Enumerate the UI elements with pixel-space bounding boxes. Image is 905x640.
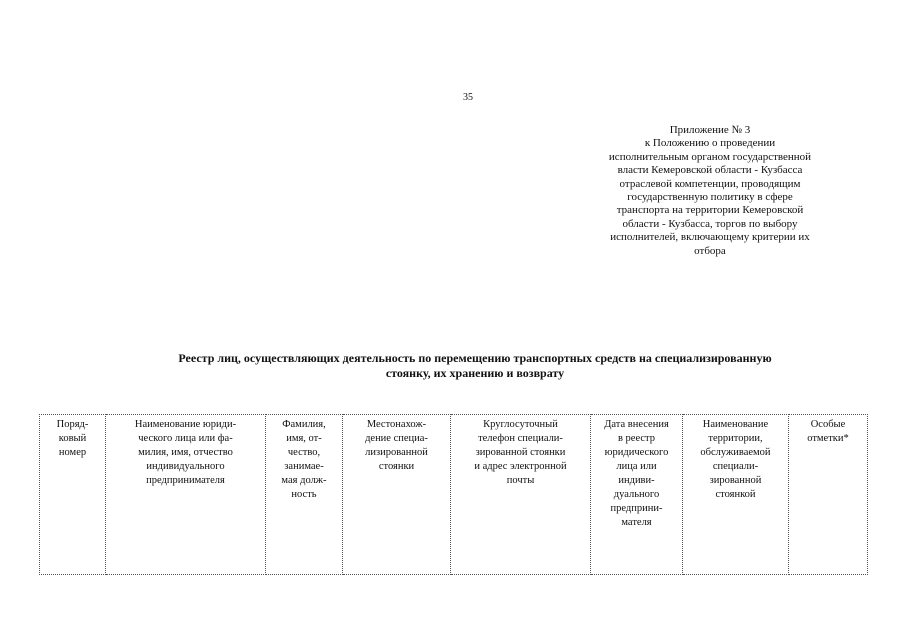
column-header: Круглосуточный телефон специали- зированной стоянки и адрес электронной почты — [451, 415, 591, 575]
appendix-line: к Положению о проведении — [644, 137, 776, 150]
table-header-row — [40, 415, 868, 575]
registry-title-line: стоянку, их хранению и возврату — [385, 366, 565, 380]
column-header: Фамилия, имя, от- чество, занимае- мая долж- ность — [266, 415, 343, 575]
appendix-header — [560, 124, 860, 258]
registry-table — [39, 414, 868, 575]
column-header: Поряд- ковый номер — [40, 415, 106, 575]
registry-title-line: Реестр лиц, осуществляющих деятельность по перемещению транспортных средств на специализированную — [178, 351, 772, 365]
appendix-line: государственную политику в сфере — [627, 191, 793, 204]
appendix-line: исполнителей, включающему критерии их — [610, 231, 810, 244]
column-header: Наименование юриди- ческого лица или фа- милия, имя, отчество индивидуального предпринимателя — [106, 415, 266, 575]
appendix-line: отраслевой компетенции, проводящим — [619, 177, 801, 190]
registry-title — [90, 351, 860, 381]
appendix-line: области - Кузбасса, торгов по выбору — [622, 217, 798, 230]
page-number: 35 — [463, 92, 473, 103]
appendix-line: власти Кемеровской области - Кузбасса — [617, 164, 803, 177]
column-header: Дата внесения в реестр юридического лица или индиви- дуального предприни- мателя — [591, 415, 683, 575]
appendix-line: отбора — [694, 244, 726, 257]
column-header: Особые отметки* — [789, 415, 868, 575]
appendix-title: Приложение № 3 — [669, 124, 751, 136]
column-header: Наименование территории, обслуживаемой специали- зированной стоянкой — [683, 415, 789, 575]
column-header: Местонахож- дение специа- лизированной стоянки — [343, 415, 451, 575]
appendix-line: исполнительным органом государственной — [608, 150, 812, 163]
appendix-line: транспорта на территории Кемеровской — [616, 204, 804, 217]
